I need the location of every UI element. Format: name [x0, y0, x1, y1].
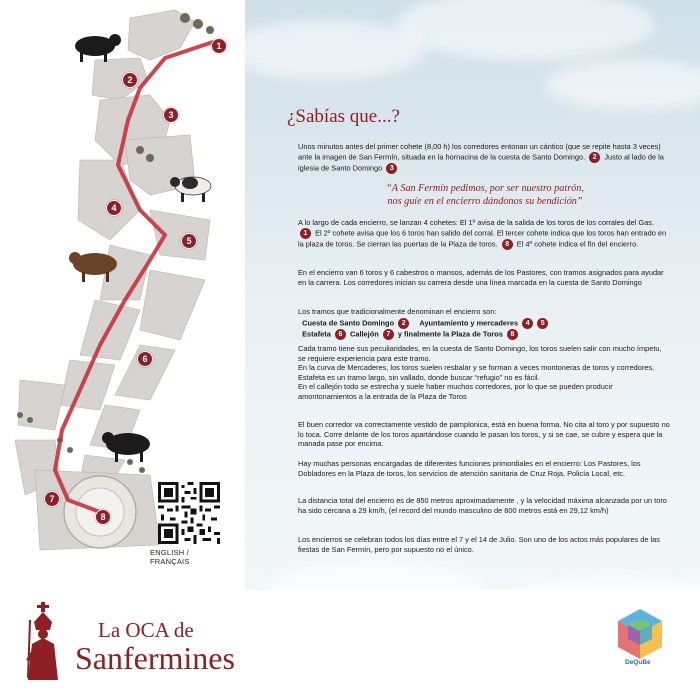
- inline-marker-8: 8: [507, 329, 518, 340]
- route-marker-4: 4: [106, 200, 122, 216]
- inline-marker-7: 7: [383, 329, 394, 340]
- inline-marker-5: 5: [537, 318, 548, 329]
- logo-text-line1: La OCA de: [98, 618, 194, 642]
- deqube-cube-icon: [612, 605, 668, 665]
- deqube-label: DeQuBe: [625, 659, 651, 666]
- bull-icon: [170, 177, 211, 202]
- route-marker-1: 1: [211, 38, 227, 54]
- route-marker-8: 8: [95, 509, 111, 525]
- route-marker-6: 6: [137, 351, 153, 367]
- tramo-label: y finalmente la Plaza de Toros: [397, 329, 503, 339]
- info-panel: [245, 0, 700, 590]
- inline-marker-4: 4: [522, 318, 533, 329]
- inline-marker-8: 8: [502, 239, 513, 250]
- inline-marker-2: 2: [589, 152, 600, 163]
- bull-icon: [75, 34, 121, 62]
- tramos-row-1: [298, 318, 670, 329]
- paragraph-text: En el callejón todo se estrecha y suele haber muchos corredores, por lo que se pueden producir amontonamientos a la entrada de la Plaza de Toros: [298, 382, 613, 401]
- tramo-label: Cuesta de Santo Domingo: [302, 318, 395, 328]
- inline-marker-3: 3: [386, 163, 397, 174]
- route-marker-3: 3: [163, 107, 179, 123]
- tramo-label: Callejón: [350, 329, 379, 339]
- inline-marker-2: 2: [398, 318, 409, 329]
- paragraph-text: Unos minutos antes del primer cohete (8,00 h) los corredores entonan un cántico (que se repite hasta 3 veces) ante la imagen de San Fermín, situada en la hornacina de la cuesta de Santo Domingo.: [298, 142, 661, 162]
- quote-line: “A San Fermín pedimos, por ser nuestro patrón,: [386, 183, 584, 194]
- logo-text-line2: Sanfermines: [75, 640, 235, 676]
- qr-caption: ENGLISH / FRANÇAIS: [150, 548, 190, 566]
- paragraph-toros: En el encierro van 6 toros y 6 cabestros o mansos, además de los Pastores, con tramos asignados para ayudar en la carrera. Los corredores inician su carrera desde una línea marcada en la cuesta de Santo Domingo: [298, 268, 664, 287]
- paragraph-funciones: Hay muchas personas encargadas de diferentes funciones primordiales en el encierro: Los Pastores, los Dobladores en la Plaza de toros, los servicios de atención sanitaria de Cruz Roja, Policía Local, etc.: [298, 459, 641, 478]
- san-fermin-logo-icon: [18, 600, 68, 680]
- tramos-row-2: [298, 329, 670, 340]
- route-marker-2: 2: [122, 72, 138, 88]
- quote-line: nos guíe en el encierro dándonos su bendición”: [387, 196, 583, 207]
- paragraph-text: El 2º cohete avisa que los 6 toros han salido del corral. El tercer cohete indica que los toros han entrado en la plaza de toros. Se cierran las puertas de la Plaza de toros.: [298, 228, 667, 249]
- tramo-label: Estafeta: [302, 329, 331, 339]
- section-title: ¿Sabías que...?: [287, 106, 400, 127]
- tramos-intro: Los tramos que tradicionalmente denominan el encierro son:: [298, 307, 497, 316]
- prayer-quote: [335, 182, 635, 208]
- route-marker-5: 5: [181, 233, 197, 249]
- paragraph-peculiaridades: [298, 344, 670, 402]
- paragraph-text: Estafeta es un tramo largo, sin vallado, donde buscar “refugio” no es fácil.: [298, 372, 540, 382]
- route-marker-7: 7: [44, 491, 60, 507]
- paragraph-text: En la curva de Mercaderes, los toros suelen resbalar y se forman a veces montoneras de toros y corredores,: [298, 363, 655, 373]
- paragraph-cantico: [298, 142, 670, 174]
- route-map: [0, 0, 245, 590]
- paragraph-fechas: Los encierros se celebran todos los días entre el 7 y el 14 de Julio. Son uno de los actos más populares de las fiestas de San Fermín, pero por supuesto no el único.: [298, 535, 660, 554]
- qr-code-icon[interactable]: [158, 482, 220, 544]
- paragraph-buen-corredor: El buen corredor va correctamente vestido de pamplonica, está en buena forma. No cita al toro y por supuesto no lo toca. Corre delante de los toros apartándose cuando le pasan los toros, y si se cae, se cubre y espera que la manada pase por encima.: [298, 420, 670, 449]
- tramo-label: Ayuntamiento y mercaderes: [419, 318, 519, 328]
- paragraph-text: A lo largo de cada encierro, se lanzan 4 cohetes: El 1º avisa de la salida de los toros de los corrales del Gas.: [298, 218, 655, 227]
- paragraph-distancia: La distancia total del encierro es de 850 metros aproximadamente , y la velocidad máxima alcanzada por un toro ha sido cercana a 29 km/h, (el record del mundo masculino de 800 metros está en 29,12 km/h): [298, 496, 667, 515]
- paragraph-text: Justo al lado de la iglesia de Santo Domingo: [298, 152, 664, 173]
- inline-marker-6: 6: [335, 329, 346, 340]
- paragraph-cohetes: [298, 218, 670, 250]
- paragraph-text: Cada tramo tiene sus peculiaridades, en la cuesta de Santo Domingo, los toros suelen salir con mucho ímpetu, se requiere experiencia para este tramo.: [298, 344, 662, 363]
- paragraph-tramos: [298, 307, 670, 340]
- inline-marker-1: 1: [300, 228, 311, 239]
- bull-icon: [102, 432, 150, 462]
- paragraph-text: El 4º cohete indica el fin del encierro.: [516, 239, 639, 249]
